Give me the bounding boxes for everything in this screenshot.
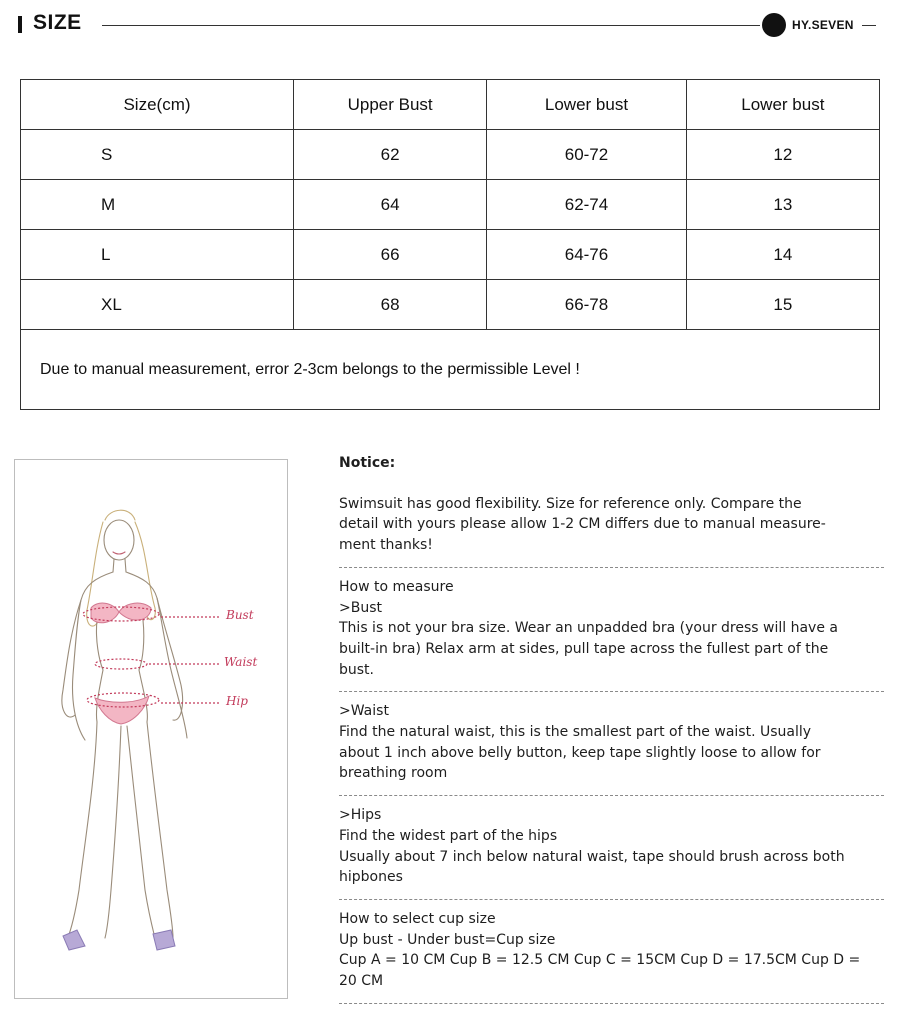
notice-line: Up bust - Under bust=Cup size (339, 931, 556, 948)
waist-instructions (339, 701, 884, 796)
table-row (21, 280, 880, 330)
notice-line: Usually about 7 inch below natural waist, tape should brush across both (339, 848, 845, 865)
table-header-cell: Lower bust (686, 80, 879, 130)
size-chart-table (20, 79, 880, 410)
bust-label: Bust (226, 608, 254, 622)
notice-line: breathing room (339, 765, 448, 782)
brand-logo-icon (762, 13, 786, 37)
table-cell: 14 (686, 230, 879, 280)
table-header-cell: Size(cm) (21, 80, 294, 130)
table-cell: 64 (294, 180, 487, 230)
table-cell: XL (21, 280, 294, 330)
table-header-cell: Upper Bust (294, 80, 487, 130)
figure-drawing (15, 460, 287, 998)
table-row (21, 230, 880, 280)
page-title: SIZE (33, 11, 82, 34)
notice-line: detail with yours please allow 1-2 CM differs due to manual measure- (339, 516, 826, 533)
brand-divider (862, 25, 876, 26)
notice-line: ment thanks! (339, 537, 433, 554)
notice-line: How to measure (339, 578, 454, 595)
notice-title: Notice: (339, 455, 396, 471)
notice-line: about 1 inch above belly button, keep tape slightly loose to allow for (339, 744, 821, 761)
table-cell: 68 (294, 280, 487, 330)
notice-line: hipbones (339, 869, 403, 886)
notice-line: >Bust (339, 599, 382, 616)
hip-label: Hip (226, 694, 248, 708)
table-cell: 62-74 (487, 180, 686, 230)
table-cell: S (21, 130, 294, 180)
notice-line: Find the natural waist, this is the smallest part of the waist. Usually (339, 724, 812, 741)
table-note-row (21, 330, 880, 410)
table-header-row (21, 80, 880, 130)
table-header-cell: Lower bust (487, 80, 686, 130)
notice-line: >Hips (339, 807, 382, 824)
notice-line: bust. (339, 661, 374, 678)
cup-size-instructions (339, 909, 884, 1004)
table-cell: 15 (686, 280, 879, 330)
table-cell: 66-78 (487, 280, 686, 330)
table-cell: 12 (686, 130, 879, 180)
measurement-note: Due to manual measurement, error 2-3cm belongs to the permissible Level ! (21, 330, 880, 410)
title-accent-bar (18, 16, 22, 33)
notice-line: How to select cup size (339, 910, 496, 927)
page-header (0, 0, 900, 50)
brand-name: HY.SEVEN (792, 18, 854, 32)
notice-line: This is not your bra size. Wear an unpadded bra (your dress will have a (339, 620, 838, 637)
table-cell: 66 (294, 230, 487, 280)
notice-line: built-in bra) Relax arm at sides, pull tape across the fullest part of the (339, 640, 829, 657)
table-cell: 60-72 (487, 130, 686, 180)
table-cell: L (21, 230, 294, 280)
flexibility-note (339, 494, 884, 568)
table-cell: 13 (686, 180, 879, 230)
notice-line: Find the widest part of the hips (339, 827, 558, 844)
table-row (21, 130, 880, 180)
notice-line: 20 CM (339, 973, 384, 990)
hips-instructions (339, 805, 884, 900)
table-cell: 62 (294, 130, 487, 180)
table-cell: M (21, 180, 294, 230)
bust-instructions (339, 577, 884, 693)
notice-section (339, 453, 884, 1013)
notice-line: Swimsuit has good flexibility. Size for reference only. Compare the (339, 495, 802, 512)
table-row (21, 180, 880, 230)
notice-line: >Waist (339, 703, 389, 720)
header-divider (102, 25, 760, 26)
waist-label: Waist (224, 655, 258, 669)
measurement-illustration (14, 459, 288, 999)
notice-line: Cup A = 10 CM Cup B = 12.5 CM Cup C = 15CM Cup D = 17.5CM Cup D = (339, 952, 861, 969)
table-cell: 64-76 (487, 230, 686, 280)
